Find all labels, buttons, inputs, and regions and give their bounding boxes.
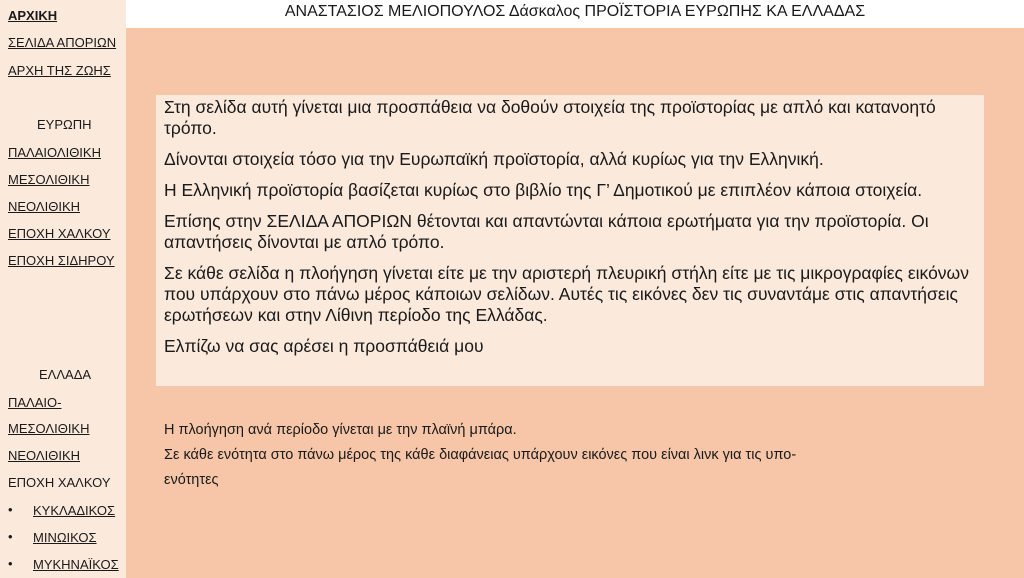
nav-europe-mesolithic-link[interactable]: ΜΕΣΟΛΙΘΙΚΗ <box>8 172 90 187</box>
nav-origin-of-life-link[interactable]: ΑΡΧΗ ΤΗΣ ΖΩΗΣ <box>8 63 111 78</box>
navigation-note <box>164 418 984 493</box>
intro-paragraph: Ελπίζω να σας αρέσει η προσπάθειά μου <box>164 336 484 356</box>
intro-text-box <box>156 95 984 386</box>
navigation-note-line: Η πλοήγηση ανά περίοδο γίνεται με την πλαϊνή μπάρα. <box>164 422 517 438</box>
intro-paragraph: Στη σελίδα αυτή γίνεται μια προσπάθεια να δοθούν στοιχεία της προϊστορίας με απλό και κατανοητό τρόπο. <box>164 97 936 138</box>
nav-cycladic-link[interactable]: ΚΥΚΛΑΔΙΚΟΣ <box>33 503 116 518</box>
nav-greece-neolithic-link[interactable]: ΝΕΟΛΙΘΙΚΗ <box>8 448 81 463</box>
navigation-note-line: Σε κάθε ενότητα στο πάνω μέρος της κάθε διαφάνειας υπάρχουν εικόνες που είναι λινκ για τις υπο- <box>164 447 797 463</box>
nav-minoan-link[interactable]: ΜΙΝΩΙΚΟΣ <box>33 530 97 545</box>
nav-questions-page-link[interactable]: ΣΕΛΙΔΑ ΑΠΟΡΙΩΝ <box>8 35 117 50</box>
nav-greece-mesolithic-link[interactable]: ΜΕΣΟΛΙΘΙΚΗ <box>8 421 90 436</box>
intro-paragraph: Η Ελληνική προϊστορία βασίζεται κυρίως στο βιβλίο της Γ’ Δημοτικού με επιπλέον κάποια στοιχεία. <box>164 180 923 200</box>
intro-paragraph: Σε κάθε σελίδα η πλοήγηση γίνεται είτε με την αριστερή πλευρική στήλη είτε με τις μικρογραφίες εικόνων που υπάρχουν στο πάνω μέρος κάποιων σελίδων. Αυτές τις εικόνες δεν τις συναντάμε στις απαντήσεις ερωτήσεων και στην Λίθινη περίοδο της Ελλάδας. <box>164 263 969 325</box>
navigation-note-line: ενότητες <box>164 472 219 488</box>
nav-europe-paleolithic-link[interactable]: ΠΑΛΑΙΟΛΙΘΙΚΗ <box>8 145 101 160</box>
nav-mycenaean-link[interactable]: ΜΥΚΗΝΑΪΚΟΣ <box>33 557 119 572</box>
bullet-icon: • <box>8 556 13 571</box>
page-title: ΑΝΑΣΤΑΣΙΟΣ ΜΕΛΙΟΠΟΥΛΟΣ Δάσκαλος ΠΡΟΪΣΤΟΡΙΑ ΕΥΡΩΠΗΣ ΚΑ ΕΛΛΑΔΑΣ <box>126 0 1024 28</box>
bullet-icon: • <box>8 502 13 517</box>
nav-europe-iron-age-link[interactable]: ΕΠΟΧΗ ΣΙΔΗΡΟΥ <box>8 253 115 268</box>
greece-section-label: ΕΛΛΑΔΑ <box>39 367 92 382</box>
nav-greece-paleo-link[interactable]: ΠΑΛΑΙΟ- <box>8 395 62 410</box>
nav-europe-bronze-age-link[interactable]: ΕΠΟΧΗ ΧΑΛΚΟΥ <box>8 226 111 241</box>
greece-bronze-age-label: ΕΠΟΧΗ ΧΑΛΚΟΥ <box>8 475 111 490</box>
intro-paragraph: Επίσης στην ΣΕΛΙΔΑ ΑΠΟΡΙΩΝ θέτονται και απαντώνται κάποια ερωτήματα για την προϊστορία. Οι απαντήσεις δίνονται με απλό τρόπο. <box>164 211 929 252</box>
sidebar <box>0 0 126 578</box>
bullet-icon: • <box>8 529 13 544</box>
nav-home-link[interactable]: ΑΡΧΙΚΗ <box>8 8 58 23</box>
intro-paragraph: Δίνονται στοιχεία τόσο για την Ευρωπαϊκή προϊστορία, αλλά κυρίως για την Ελληνική. <box>164 149 824 169</box>
europe-section-label: ΕΥΡΩΠΗ <box>37 117 92 132</box>
nav-europe-neolithic-link[interactable]: ΝΕΟΛΙΘΙΚΗ <box>8 199 81 214</box>
